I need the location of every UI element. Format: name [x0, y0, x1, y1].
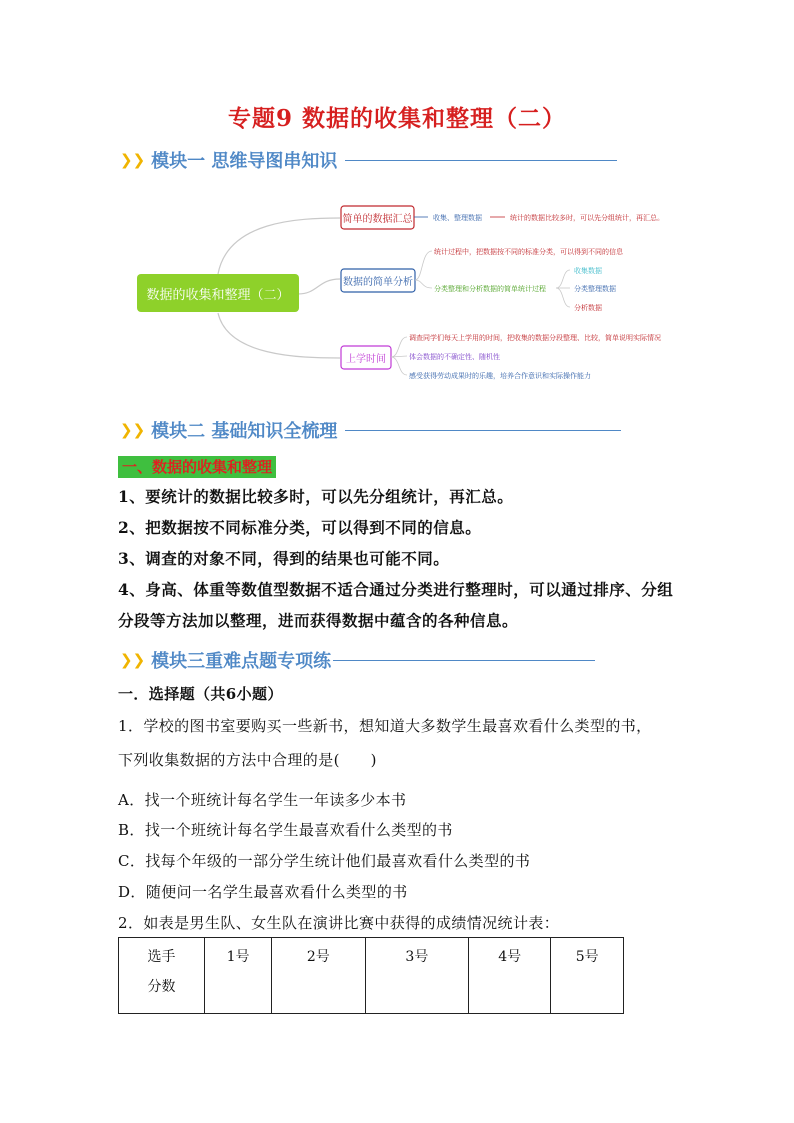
exercise-heading: 一．选择题（共6小题） [118, 685, 283, 703]
table-cell: 2号 [271, 938, 365, 1014]
branch-2-sub-3: 分析数据 [574, 304, 602, 312]
question-1-line-2: 下列收集数据的方法中合理的是( ) [118, 751, 377, 769]
branch-2-sub-2: 分类整理数据 [574, 285, 616, 293]
question-2: 2．如表是男生队、女生队在演讲比赛中获得的成绩情况统计表： [118, 914, 560, 932]
score-table [118, 937, 624, 1014]
module-2-header [120, 417, 621, 443]
basics-point-2: 2、把数据按不同标准分类，可以得到不同的信息。 [118, 518, 482, 537]
branch-3-leaf-2: 体会数据的不确定性、随机性 [409, 353, 500, 361]
branch-1-leaf: 统计的数据比较多时，可以先分组统计，再汇总。 [510, 214, 664, 222]
branch-2-sub-1: 收集数据 [574, 267, 602, 275]
module-1-rule [345, 160, 617, 161]
question-1-line-1: 1．学校的图书室要购买一些新书，想知道大多数学生最喜欢看什么类型的书， [118, 717, 652, 735]
header-line-1: 选手 [147, 949, 176, 965]
chevron-right-icon: ❯❯ [120, 421, 146, 439]
table-cell: 5号 [551, 938, 624, 1014]
option-b: B．找一个班统计每名学生最喜欢看什么类型的书 [118, 821, 453, 839]
connector-b1 [218, 218, 340, 274]
module-1-header [120, 147, 617, 173]
connector-b2 [298, 279, 340, 294]
module-3-rule [333, 660, 595, 661]
basics-point-4b: 分段等方法加以整理，进而获得数据中蕴含的各种信息。 [118, 611, 519, 630]
table-cell: 4号 [469, 938, 551, 1014]
branch-2-label: 数据的简单分析 [343, 277, 413, 288]
root-node-label: 数据的收集和整理（二） [146, 288, 290, 303]
basics-point-3: 3、调查的对象不同，得到的结果也可能不同。 [118, 549, 450, 568]
option-c: C．找每个年级的一部分学生统计他们最喜欢看什么类型的书 [118, 852, 531, 870]
connector-b3 [218, 313, 340, 358]
branch-2-leaf-2: 分类整理和分析数据的简单统计过程 [434, 285, 546, 293]
module-3-title: 模块三重难点题专项练 [151, 651, 332, 672]
branch-3-leaf-1: 调查同学们每天上学用的时间，把收集的数据分段整理、比较，简单说明实际情况 [409, 334, 661, 342]
header-line-2: 分数 [147, 979, 176, 995]
module-2-title: 模块二 基础知识全梳理 [151, 421, 338, 442]
chevron-right-icon: ❯❯ [120, 651, 146, 669]
branch-3-leaf-3: 感受获得劳动成果时的乐趣，培养合作意识和实际操作能力 [409, 372, 591, 380]
module-2-rule [345, 430, 621, 431]
basics-heading: 一、数据的收集和整理 [118, 456, 276, 478]
table-cell: 1号 [205, 938, 272, 1014]
table-header-cell [119, 938, 205, 1014]
basics-point-4a: 4、身高、体重等数值型数据不适合通过分类进行整理时，可以通过排序、分组 [118, 580, 674, 599]
branch-2-leaf-1: 统计过程中，把数据按不同的标准分类，可以得到不同的信息 [434, 248, 623, 256]
mind-map [118, 196, 678, 396]
option-d: D．随便问一名学生最喜欢看什么类型的书 [118, 883, 408, 901]
basics-point-1: 1、要统计的数据比较多时，可以先分组统计，再汇总。 [118, 487, 514, 506]
table-cell: 3号 [365, 938, 468, 1014]
module-3-header [120, 647, 595, 673]
table-row [119, 938, 624, 1014]
chevron-right-icon: ❯❯ [120, 151, 146, 169]
branch-1-mid: 收集、整理数据 [433, 214, 482, 222]
module-1-title: 模块一 思维导图串知识 [151, 151, 338, 172]
page-title: 专题9 数据的收集和整理（二） [227, 105, 566, 132]
option-a: A．找一个班统计每名学生一年读多少本书 [118, 791, 407, 809]
branch-1-label: 简单的数据汇总 [342, 214, 413, 225]
branch-3-label: 上学时间 [346, 354, 386, 365]
